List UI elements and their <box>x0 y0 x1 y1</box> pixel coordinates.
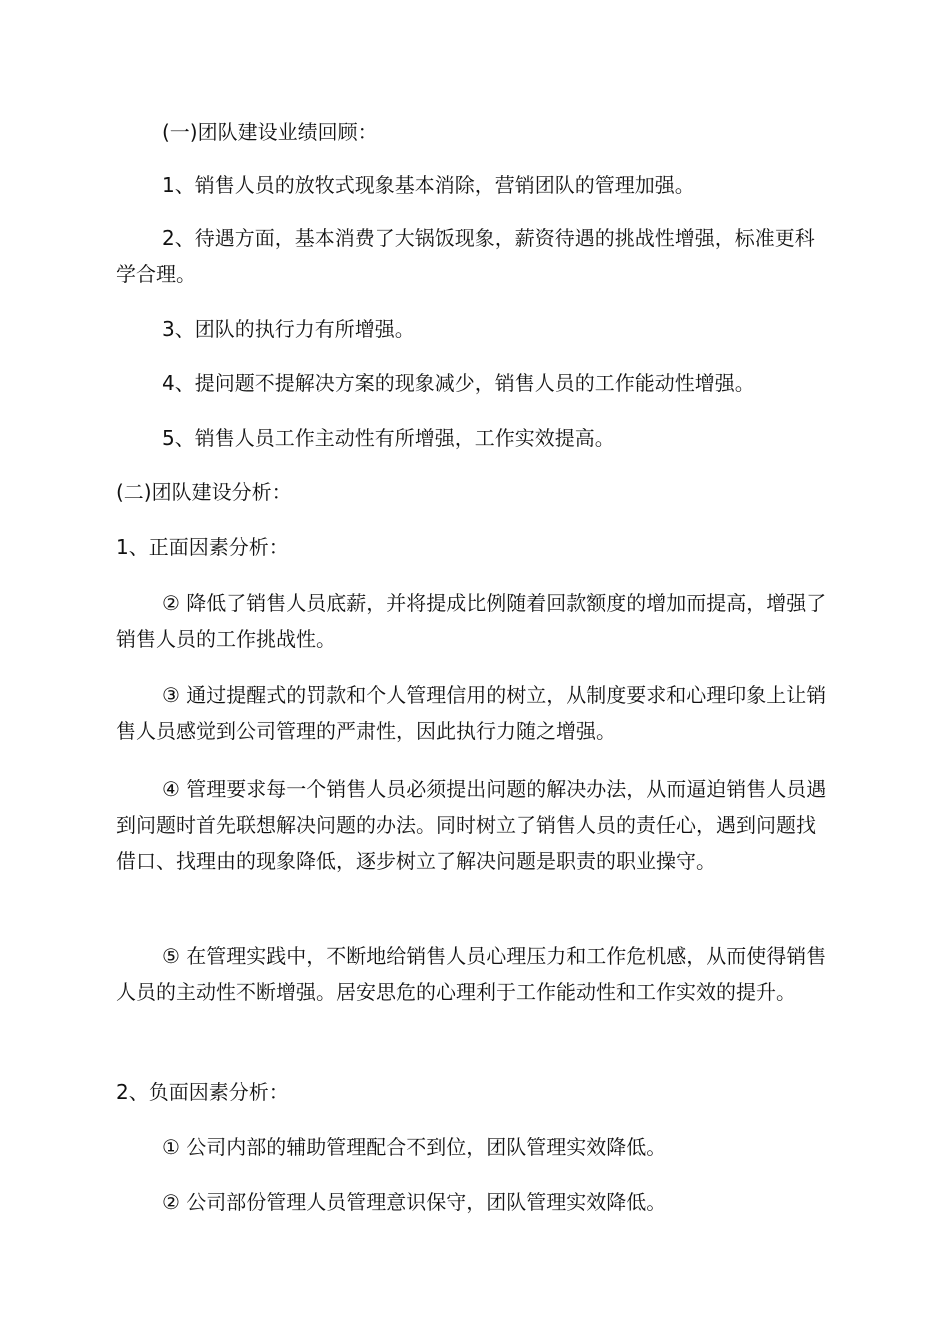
list-item-4: 4、提问题不提解决方案的现象减少，销售人员的工作能动性增强。 <box>162 371 755 395</box>
section-heading-analysis: (二)团队建设分析： <box>116 480 292 504</box>
list-item-2: 2、待遇方面，基本消费了大锅饭现象，薪资待遇的挑战性增强，标准更科学合理。 <box>116 226 815 286</box>
list-item-negative-1: ① 公司内部的辅助管理配合不到位，团队管理实效降低。 <box>162 1135 667 1159</box>
list-item-positive-2: ② 降低了销售人员底薪，并将提成比例随着回款额度的增加而提高，增强了销售人员的工作挑战性。 <box>116 591 827 651</box>
list-item-negative-2: ② 公司部份管理人员管理意识保守，团队管理实效降低。 <box>162 1190 667 1214</box>
list-item-positive-5: ⑤ 在管理实践中，不断地给销售人员心理压力和工作危机感，从而使得销售人员的主动性不断增强。居安思危的心理利于工作能动性和工作实效的提升。 <box>116 944 827 1004</box>
list-item-5: 5、销售人员工作主动性有所增强，工作实效提高。 <box>162 426 615 450</box>
list-item-1: 1、销售人员的放牧式现象基本消除，营销团队的管理加强。 <box>162 173 695 197</box>
list-item-3: 3、团队的执行力有所增强。 <box>162 317 415 341</box>
section-heading-performance-review: (一)团队建设业绩回顾： <box>162 120 378 144</box>
subheading-positive-factors: 1、正面因素分析： <box>116 535 289 559</box>
subheading-negative-factors: 2、负面因素分析： <box>116 1080 289 1104</box>
list-item-positive-4: ④ 管理要求每一个销售人员必须提出问题的解决办法，从而逼迫销售人员遇到问题时首先联想解决问题的办法。同时树立了销售人员的责任心，遇到问题找借口、找理由的现象降低，逐步树立了解决问题是职责的职业操守。 <box>116 777 827 873</box>
list-item-positive-3: ③ 通过提醒式的罚款和个人管理信用的树立，从制度要求和心理印象上让销售人员感觉到公司管理的严肃性，因此执行力随之增强。 <box>116 683 827 743</box>
